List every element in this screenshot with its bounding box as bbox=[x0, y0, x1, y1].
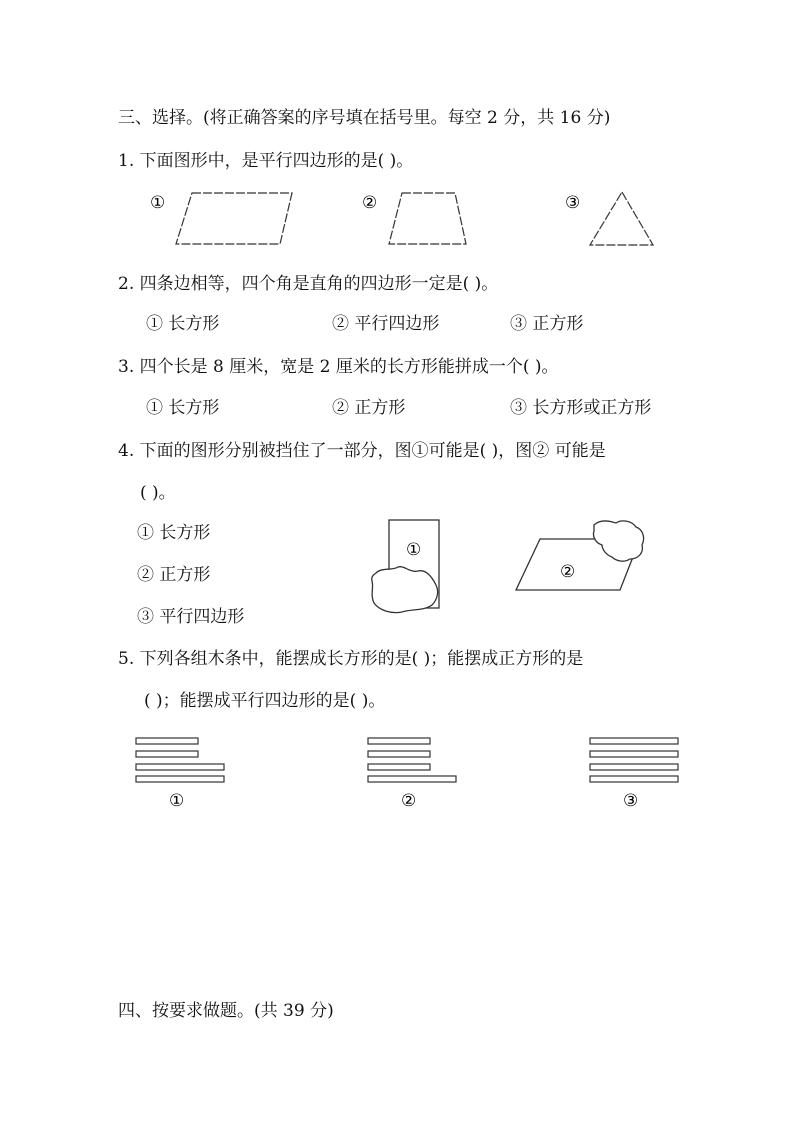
section4-heading: 四、按要求做题。(共 39 分) bbox=[118, 1001, 334, 1021]
q5-fig-label-2: ② bbox=[401, 791, 417, 811]
question-1-text: 1. 下面图形中，是平行四边形的是( )。 bbox=[118, 151, 414, 171]
question-2-text: 2. 四条边相等，四个角是直角的四边形一定是( )。 bbox=[118, 274, 499, 294]
q3-option-2: ② 正方形 bbox=[332, 398, 406, 418]
q1-fig-label-3: ③ bbox=[565, 193, 581, 213]
q4-option-1: ① 长方形 bbox=[137, 523, 211, 543]
q1-fig-label-1: ① bbox=[150, 193, 166, 213]
section3-heading: 三、选择。(将正确答案的序号填在括号里。每空 2 分，共 16 分) bbox=[118, 108, 611, 128]
q3-option-1: ① 长方形 bbox=[146, 398, 220, 418]
q5-fig-label-1: ① bbox=[169, 791, 185, 811]
q5-fig-label-3: ③ bbox=[623, 791, 639, 811]
q2-option-1: ① 长方形 bbox=[146, 314, 220, 334]
q5-stick-group-1 bbox=[134, 736, 234, 811]
q1-figure-triangle bbox=[565, 188, 665, 252]
q5-stick-group-3 bbox=[588, 736, 688, 811]
q2-option-3: ③ 正方形 bbox=[510, 314, 584, 334]
q1-figure-trapezoid bbox=[362, 188, 502, 252]
q2-option-2: ② 平行四边形 bbox=[332, 314, 440, 334]
question-4-text-continued: ( )。 bbox=[140, 483, 176, 503]
q3-option-3: ③ 长方形或正方形 bbox=[510, 398, 652, 418]
q4-option-2: ② 正方形 bbox=[137, 565, 211, 585]
question-5-text: 5. 下列各组木条中，能摆成长方形的是( )；能摆成正方形的是 bbox=[118, 649, 584, 669]
q4-option-3: ③ 平行四边形 bbox=[137, 607, 245, 627]
question-3-text: 3. 四个长是 8 厘米，宽是 2 厘米的长方形能拼成一个( )。 bbox=[118, 357, 559, 377]
q1-fig-label-2: ② bbox=[362, 193, 378, 213]
question-5-text-continued: ( )；能摆成平行四边形的是( )。 bbox=[144, 691, 386, 711]
question-4-text: 4. 下面的图形分别被挡住了一部分，图①可能是( )，图② 可能是 bbox=[118, 441, 606, 461]
q4-fig-label-2: ② bbox=[560, 562, 576, 582]
q4-fig-label-1: ① bbox=[406, 540, 422, 560]
q1-figure-parallelogram bbox=[150, 188, 300, 252]
q4-figure-covered-parallelogram bbox=[512, 515, 652, 595]
q4-figure-covered-rectangle bbox=[366, 515, 446, 617]
q5-stick-group-2 bbox=[366, 736, 466, 811]
